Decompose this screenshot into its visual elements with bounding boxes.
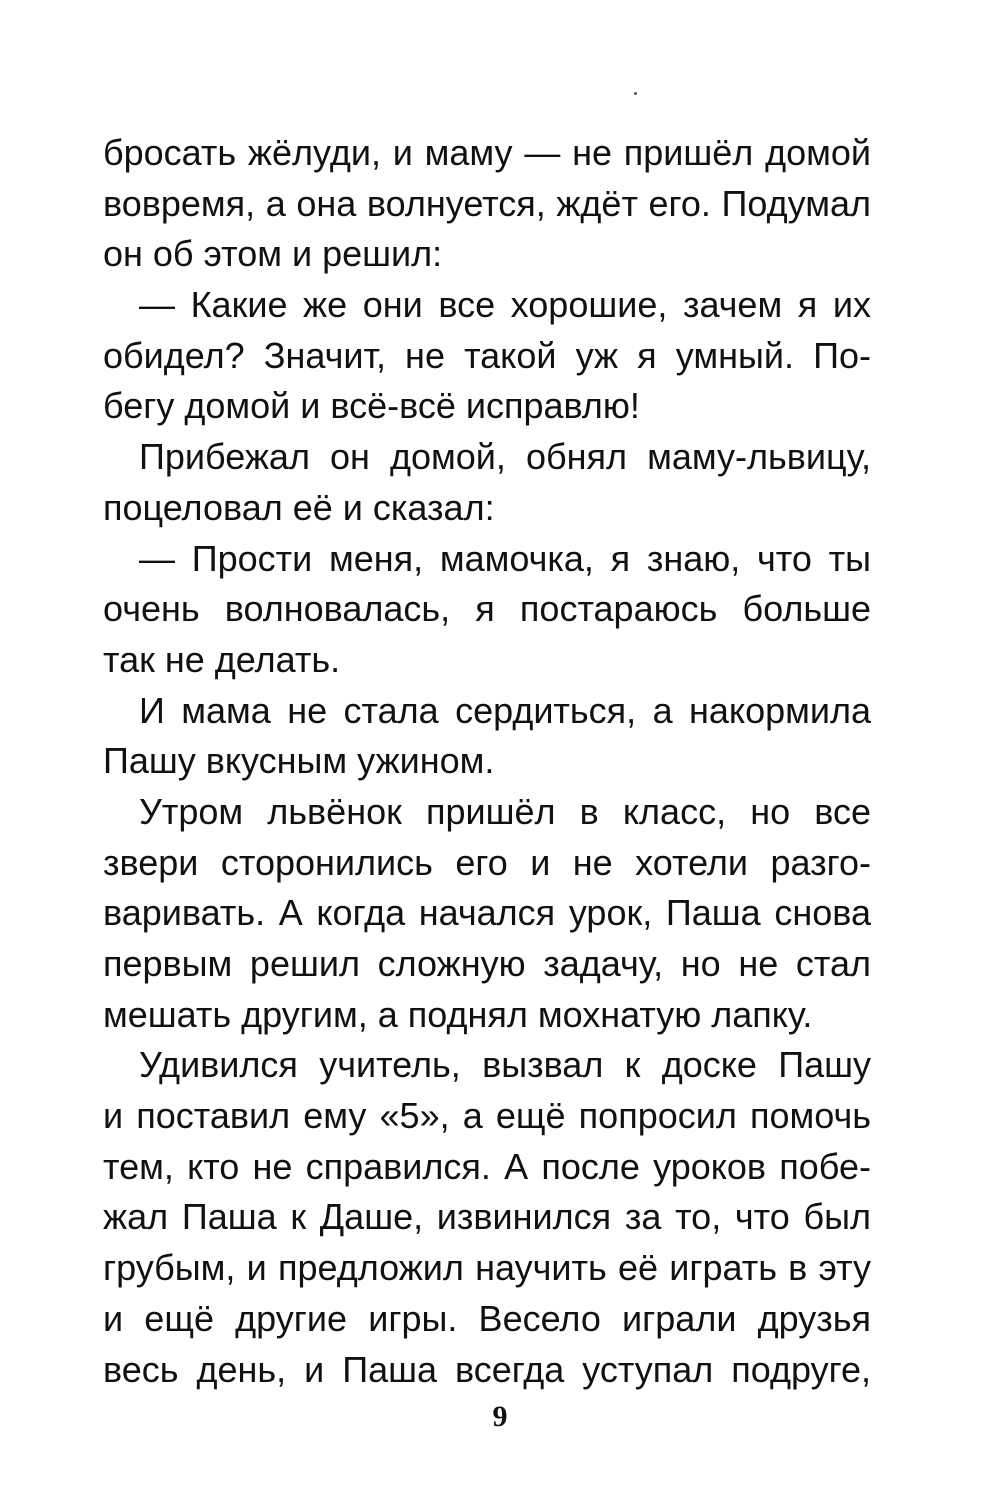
text-line: звери сторонились его и не хотели разго- xyxy=(103,841,871,883)
text-line: Утром львёнок пришёл в класс, но все xyxy=(139,790,871,832)
text-line: Пашу вкусным ужином. xyxy=(103,740,495,782)
text-line: — Прости меня, мамочка, я знаю, что ты xyxy=(139,537,871,579)
text-line: Прибежал он домой, обнял маму-львицу, xyxy=(139,436,871,478)
text-line: жал Паша к Даше, извинился за то, что был xyxy=(103,1196,871,1238)
text-line: бросать жёлуди, и маму — не пришёл домой xyxy=(103,132,871,173)
text-line: бегу домой и всё-всё исправлю! xyxy=(103,385,640,427)
text-line: поцеловал её и сказал: xyxy=(103,486,495,528)
text-line: и ещё другие игры. Весело играли друзья xyxy=(103,1297,871,1339)
text-line: очень волновалась, я постараюсь больше xyxy=(103,588,871,630)
text-line: варивать. А когда начался урок, Паша снова xyxy=(103,892,871,934)
text-line: вовремя, а она волнуется, ждёт его. Подумал xyxy=(103,182,871,224)
text-line: И мама не стала сердиться, а накормила xyxy=(139,689,871,731)
text-line: мешать другим, а поднял мохнатую лапку. xyxy=(103,993,813,1035)
page-number: 9 xyxy=(492,1400,508,1433)
speck-mark xyxy=(634,92,637,95)
body-text xyxy=(103,128,871,1395)
text-line: — Какие же они все хорошие, зачем я их xyxy=(139,284,871,326)
text-line: первым решил сложную задачу, но не стал xyxy=(103,943,871,984)
text-line: и поставил ему «5», а ещё попросил помочь xyxy=(103,1095,871,1137)
text-line: он об этом и решил: xyxy=(103,233,443,275)
text-line: тем, кто не справился. А после уроков побе- xyxy=(103,1145,871,1187)
text-line: так не делать. xyxy=(103,638,341,680)
text-line: Удивился учитель, вызвал к доске Пашу xyxy=(139,1044,871,1086)
text-line: обидел? Значит, не такой уж я умный. По- xyxy=(103,334,871,376)
text-line: весь день, и Паша всегда уступал подруге, xyxy=(103,1348,871,1390)
text-line: грубым, и предложил научить её играть в эту xyxy=(103,1247,871,1289)
